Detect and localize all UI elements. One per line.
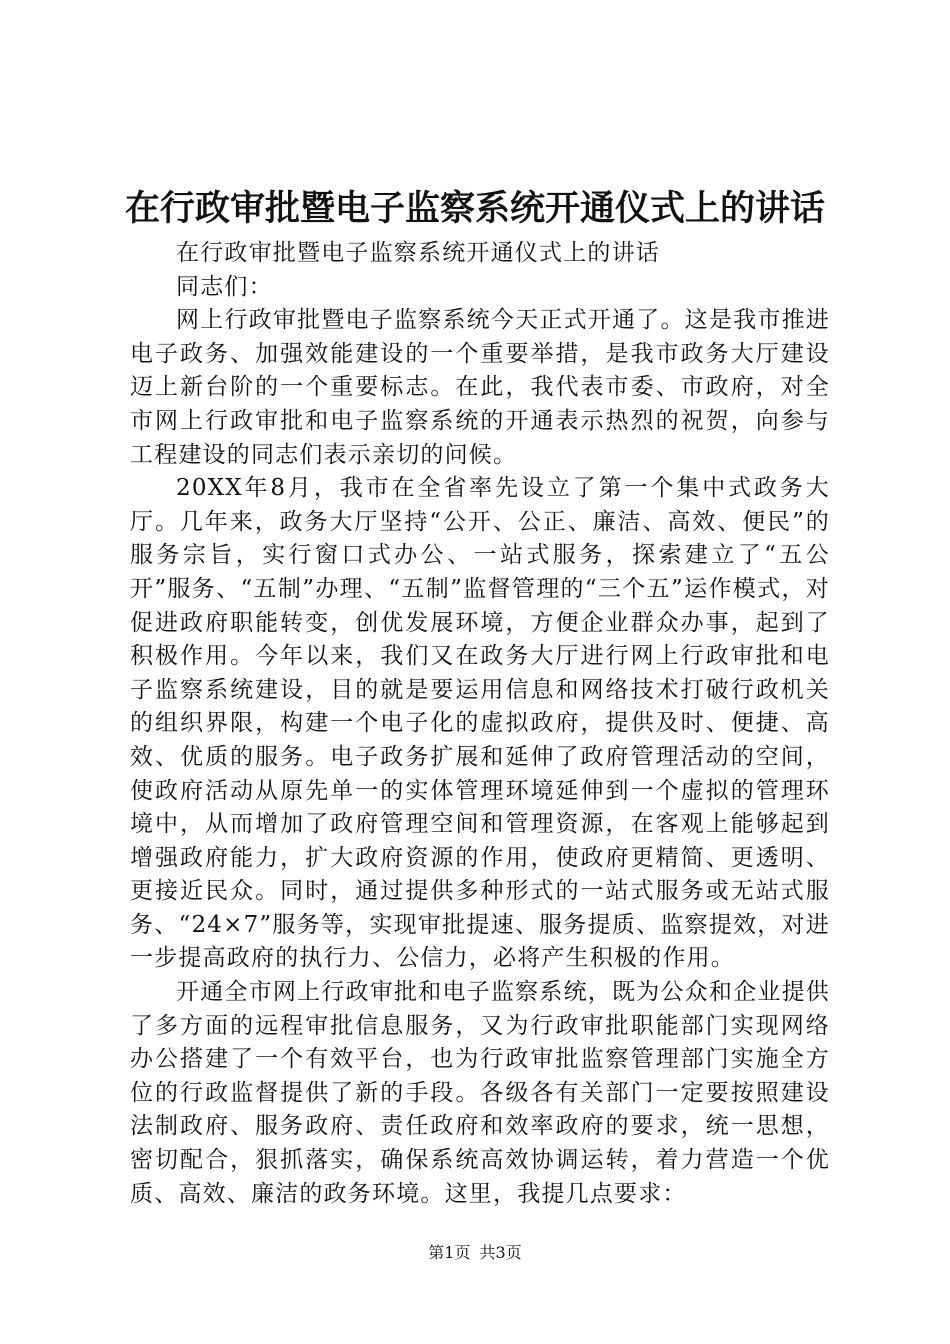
- page-total: 共3页: [479, 1243, 522, 1262]
- page-footer: [0, 1242, 950, 1264]
- page-number: 第1页: [428, 1243, 471, 1262]
- paragraph-1: 网上行政审批暨电子监察系统今天正式开通了。这是我市推进电子政务、加强效能建设的一个重要举措，是我市政务大厅建设迈上新台阶的一个重要标志。在此，我代表市委、市政府，对全市网上行政审批和电子监察系统的开通表示热烈的祝贺，向参与工程建设的同志们表示亲切的问候。: [130, 307, 830, 468]
- document-body: [130, 237, 830, 1211]
- paragraph-salutation: 同志们：: [176, 273, 273, 300]
- paragraph-3: 开通全市网上行政审批和电子监察系统，既为公众和企业提供了多方面的远程审批信息服务，又为行政审批职能部门实现网络办公搭建了一个有效平台，也为行政审批监察管理部门实施全方位的行政监督提供了新的手段。各级各有关部门一定要按照建设法制政府、服务政府、责任政府和效率政府的要求，统一思想，密切配合，狠抓落实，确保系统高效协调运转，着力营造一个优质、高效、廉洁的政务环境。这里，我提几点要求：: [130, 979, 830, 1207]
- document-title: 在行政审批暨电子监察系统开通仪式上的讲话: [124, 189, 825, 229]
- paragraph-subtitle: 在行政审批暨电子监察系统开通仪式上的讲话: [176, 240, 660, 266]
- paragraph-2: 20XX年8月，我市在全省率先设立了第一个集中式政务大厅。几年来，政务大厅坚持“公开、公正、廉洁、高效、便民”的服务宗旨，实行窗口式办公、一站式服务，探索建立了“五公开”服务、“五制”办理、“五制”监督管理的“三个五”运作模式，对促进政府职能转变，创优发展环境，方便企业群众办事，起到了积极作用。今年以来，我们又在政务大厅进行网上行政审批和电子监察系统建设，目的就是要运用信息和网络技术打破行政机关的组织界限，构建一个电子化的虚拟政府，提供及时、便捷、高效、优质的服务。电子政务扩展和延伸了政府管理活动的空间，使政府活动从原先单一的实体管理环境延伸到一个虚拟的管理环境中，从而增加了政府管理空间和管理资源，在客观上能够起到增强政府能力，扩大政府资源的作用，使政府更精简、更透明、更接近民众。同时，通过提供多种形式的一站式服务或无站式服务、“24×7”服务等，实现审批提速、服务提质、监察提效，对进一步提高政府的执行力、公信力，必将产生积极的作用。: [130, 475, 830, 972]
